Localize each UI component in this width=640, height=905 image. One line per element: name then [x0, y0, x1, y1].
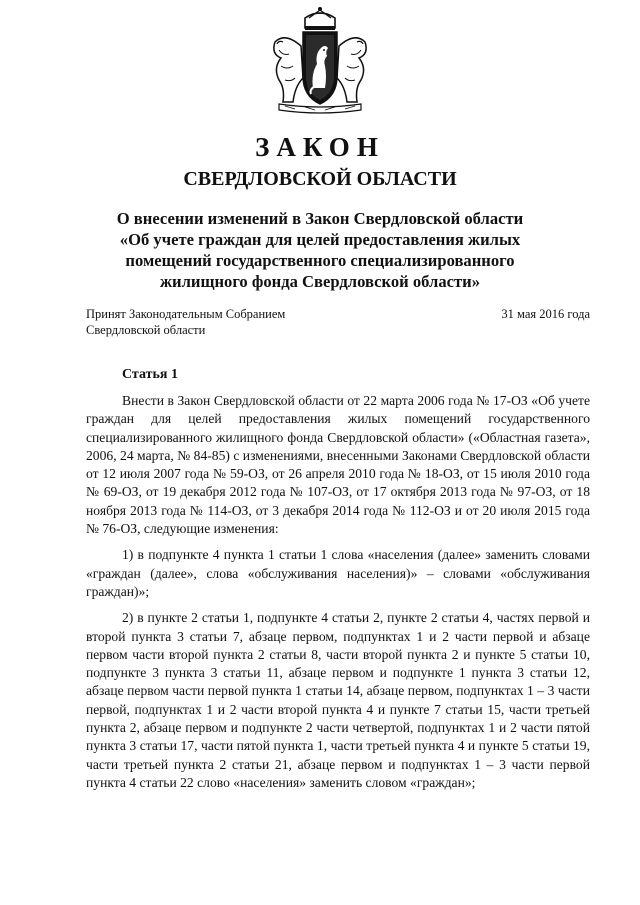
adoption-date: 31 мая 2016 года: [501, 307, 590, 321]
paragraph: 1) в подпункте 4 пункта 1 статьи 1 слова «населения (далее» заменить словами «граждан (далее», слова «обслуживания населения)» – словами «обслуживания граждан)»;: [86, 547, 590, 599]
paragraph: 2) в пункте 2 статьи 1, подпункте 4 статьи 2, пункте 2 статьи 4, частях первой и второй пункта 3 статьи 7, абзаце первом, подпунктах 1 и 2 части первой и абзаце первом части второй пункта 2 статьи 8, части второй пункта 2 и пункте 5 статьи 10, подпункте 3 пункта 3 статьи 11, абзаце первом и подпункте 1 пункта 3 статьи 12, абзаце первом части первой пункта 1 статьи 14, абзаце первом, подпунктах 1 – 3 части первой, подпунктах 1 и 2 части второй пункта 4 и пункте 7 статьи 15, части третьей пункта 2, абзаце первом и подпункте 2 части четвертой, подпунктах 1 и 2 части пятой пункта 3 статьи 17, части пятой пункта 1, части третьей пункта 4 и пункте 5 статьи 19, части третьей пункта 2 статьи 21, абзаце первом и подпунктах 1 – 3 части первой пункта 4 статьи 22 слово «населения» заменить словом «граждан»;: [86, 610, 590, 790]
adopting-body-line: Принят Законодательным Собранием: [86, 307, 286, 321]
heading-line: помещений государственного специализированного: [125, 251, 515, 270]
law-title: ЗАКОН: [255, 132, 385, 162]
adopting-body: [86, 306, 285, 338]
paragraph: Внести в Закон Свердловской области от 22 марта 2006 года № 17-ОЗ «Об учете граждан для целей предоставления жилых помещений государственного специализированного жилищного фонда Свердловской области» («Областная газета», 2006, 24 марта, № 84-85) с изменениями, внесенными Законами Свердловской области от 12 июля 2007 года № 59-ОЗ, от 26 апреля 2010 года № 18-ОЗ, от 15 июля 2010 года № 69-ОЗ, от 19 декабря 2012 года № 107-ОЗ, от 17 октября 2013 года № 97-ОЗ, от 18 ноября 2013 года № 114-ОЗ, от 3 декабря 2014 года № 112-ОЗ и от 20 июля 2015 года № 76-ОЗ, следующие изменения:: [86, 393, 590, 537]
adopting-body-line: Свердловской области: [86, 323, 206, 337]
law-heading: [80, 208, 560, 292]
heading-line: «Об учете граждан для целей предоставления жилых: [119, 230, 521, 249]
heading-line: жилищного фонда Свердловской области»: [159, 272, 481, 291]
article-title: Статья 1: [122, 367, 178, 382]
region-name: СВЕРДЛОВСКОЙ ОБЛАСТИ: [183, 168, 457, 190]
article-body: [86, 392, 590, 800]
heading-line: О внесении изменений в Закон Свердловской области: [116, 209, 524, 228]
coat-of-arms-icon: [265, 6, 375, 118]
